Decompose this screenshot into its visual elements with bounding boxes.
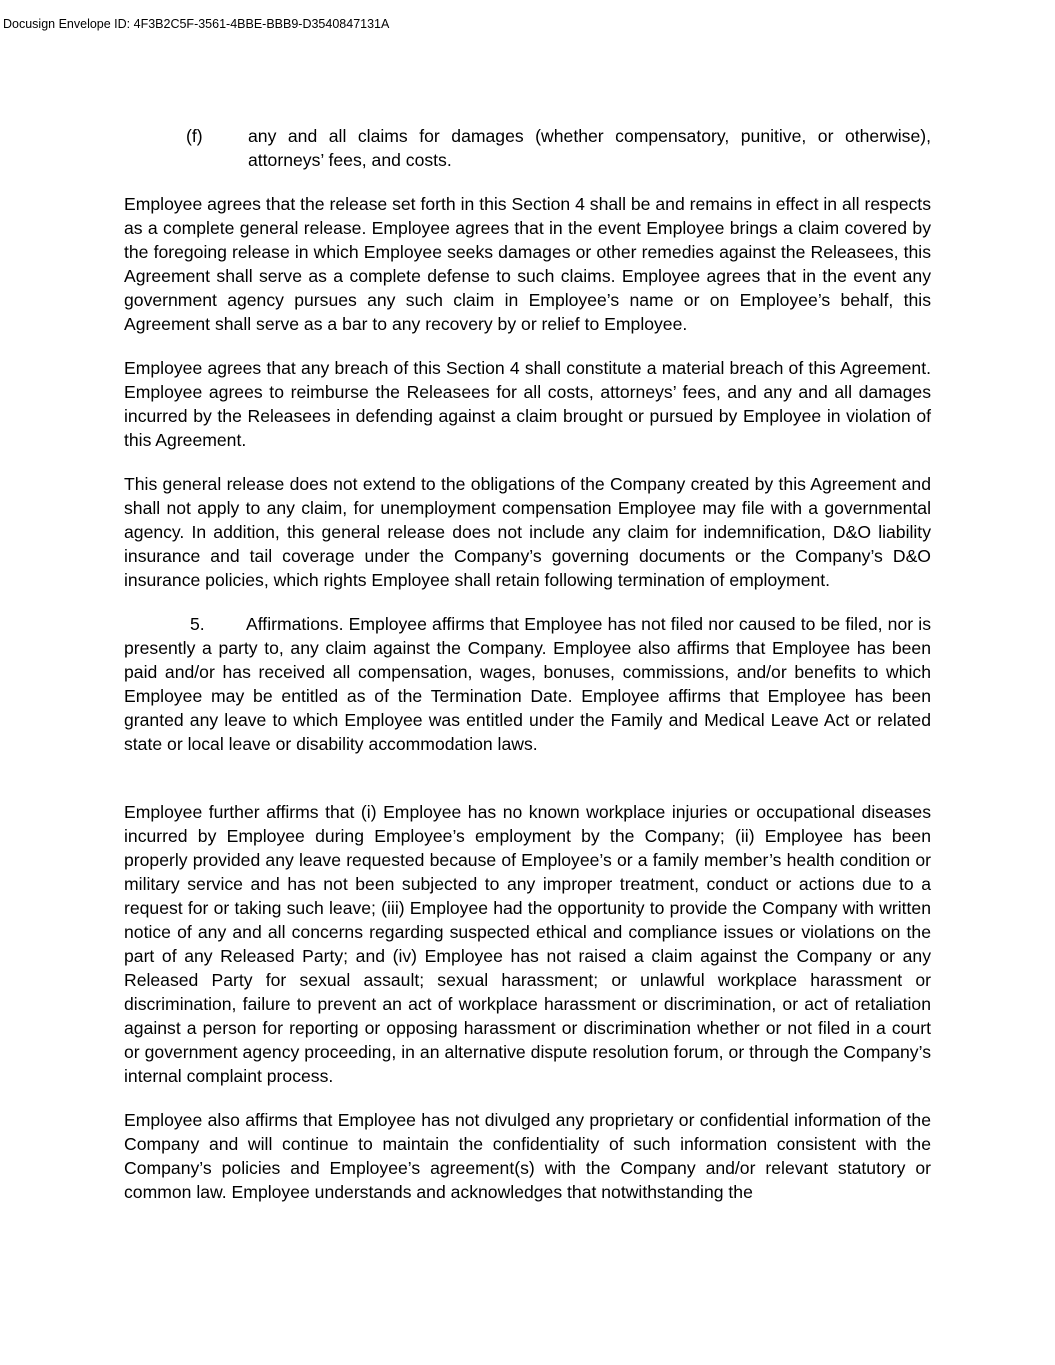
- paragraph-release-effect: Employee agrees that the release set forth in this Section 4 shall be and remains in effect in all respects as a complete general release. Employee agrees that in the event Employee brings a claim covered by the foregoing release in which Employee seeks damages or other remedies against the Releasees, this Agreement shall serve as a complete defense to such claims. Employee agrees that in the event any government agency pursues any such claim in Employee’s name or on Employee’s behalf, this Agreement shall serve as a bar to any recovery by or relief to Employee.: [124, 194, 931, 334]
- paragraph-exclusions: This general release does not extend to the obligations of the Company created by this Agreement and shall not apply to any claim, for unemployment compensation Employee may file with a governmental agency. In addition, this general release does not include any claim for indemnification, D&O liability insurance and tail coverage under the Company’s governing documents or the Company’s D&O insurance policies, which rights Employee shall retain following termination of employment.: [124, 474, 931, 590]
- section-heading: Affirmations: [246, 614, 339, 634]
- paragraph-breach: Employee agrees that any breach of this Section 4 shall constitute a material breach of this Agreement. Employee agrees to reimburse the Releasees for all costs, attorneys’ fees, and any and all damages incurred by the Releasees in defending against a claim brought or pursued by Employee in violation of this Agreement.: [124, 358, 931, 450]
- document-page: [124, 124, 931, 1224]
- section-5-affirmations: [124, 612, 931, 756]
- list-item-f: [124, 124, 931, 172]
- paragraph-confidentiality: Employee also affirms that Employee has not divulged any proprietary or confidential information of the Company and will continue to maintain the confidentiality of such information consistent with the Company’s policies and Employee’s agreement(s) with the Company and/or relevant statutory or common law. Employee understands and acknowledges that notwithstanding the: [124, 1110, 931, 1202]
- section-text: . Employee affirms that Employee has not filed nor caused to be filed, nor is presently a party to, any claim against the Company. Employee also affirms that Employee has been paid and/or has received all compensation, wages, bonuses, commissions, and/or benefits to which Employee may be entitled as of the Termination Date. Employee affirms that Employee has been granted any leave to which Employee was entitled under the Family and Medical Leave Act or related state or local leave or disability accommodation laws.: [124, 614, 931, 754]
- envelope-id-header: Docusign Envelope ID: 4F3B2C5F-3561-4BBE-BBB9-D3540847131A: [3, 17, 390, 31]
- paragraph-further-affirms: Employee further affirms that (i) Employee has no known workplace injuries or occupational diseases incurred by Employee during Employee’s employment by the Company; (ii) Employee has been properly provided any leave requested because of Employee’s or a family member’s health condition or military service and has not been subjected to any improper treatment, conduct or actions due to a request for or taking such leave; (iii) Employee had the opportunity to provide the Company with written notice of any and all concerns regarding suspected ethical and compliance issues or violations on the part of any Released Party; and (iv) Employee has not raised a claim against the Company or any Released Party for sexual assault; sexual harassment; or unlawful workplace harassment or discrimination, failure to prevent an act of workplace harassment or discrimination, or act of retaliation against a person for reporting or opposing harassment or discrimination whether or not filed in a court or government agency proceeding, in an alternative dispute resolution forum, or through the Company’s internal complaint process.: [124, 802, 931, 1086]
- section-number: 5.: [190, 614, 205, 634]
- list-item-text: any and all claims for damages (whether compensatory, punitive, or otherwise), attorneys’ fees, and costs.: [248, 126, 931, 170]
- list-marker: (f): [186, 126, 203, 146]
